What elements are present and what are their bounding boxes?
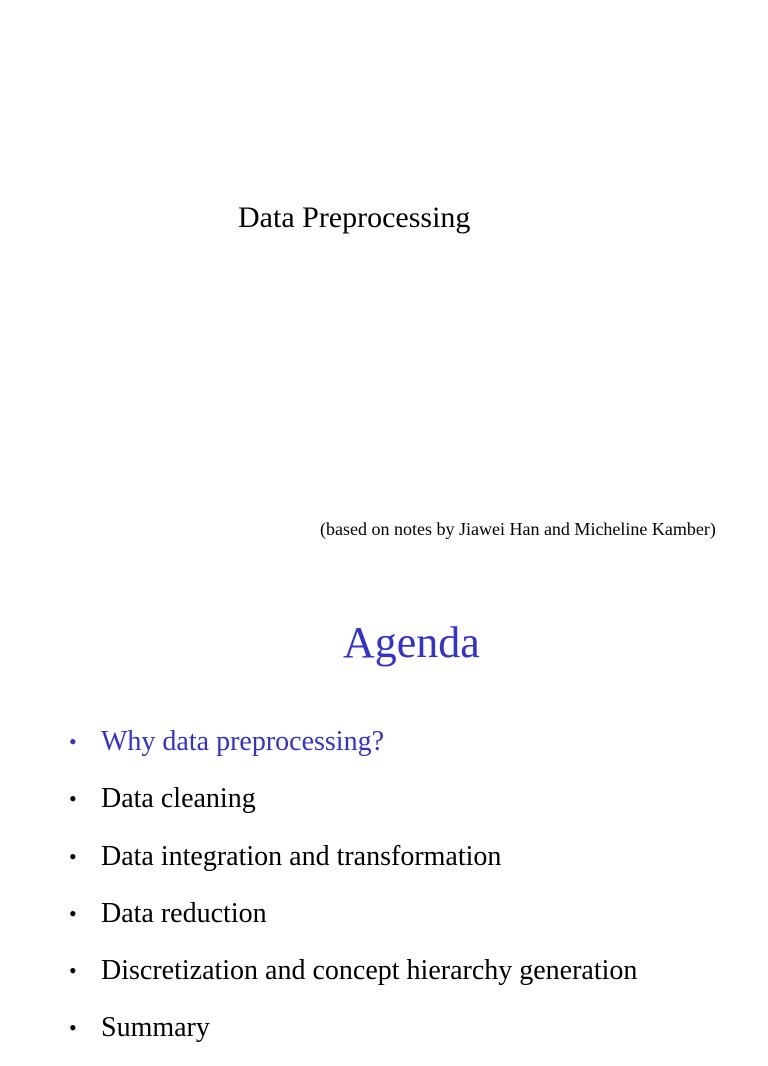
bullet-icon: • (69, 729, 77, 754)
agenda-item-label: Data integration and transformation (101, 840, 502, 872)
agenda-item-label: Discretization and concept hierarchy generation (101, 955, 638, 987)
agenda-item-label: Why data preprocessing? (101, 726, 384, 757)
agenda-item-label: Summary (101, 1012, 210, 1044)
agenda-title: Agenda (343, 618, 480, 667)
slide-subtitle: (based on notes by Jiawei Han and Micheline Kamber) (320, 519, 716, 539)
slide-title: Data Preprocessing (238, 201, 471, 234)
bullet-icon: • (69, 786, 77, 812)
bullet-icon: • (69, 1015, 77, 1041)
agenda-item-label: Data cleaning (101, 783, 256, 815)
bullet-icon: • (69, 900, 77, 926)
bullet-icon: • (69, 843, 77, 869)
agenda-item-label: Data reduction (101, 897, 267, 929)
bullet-icon: • (69, 958, 77, 984)
